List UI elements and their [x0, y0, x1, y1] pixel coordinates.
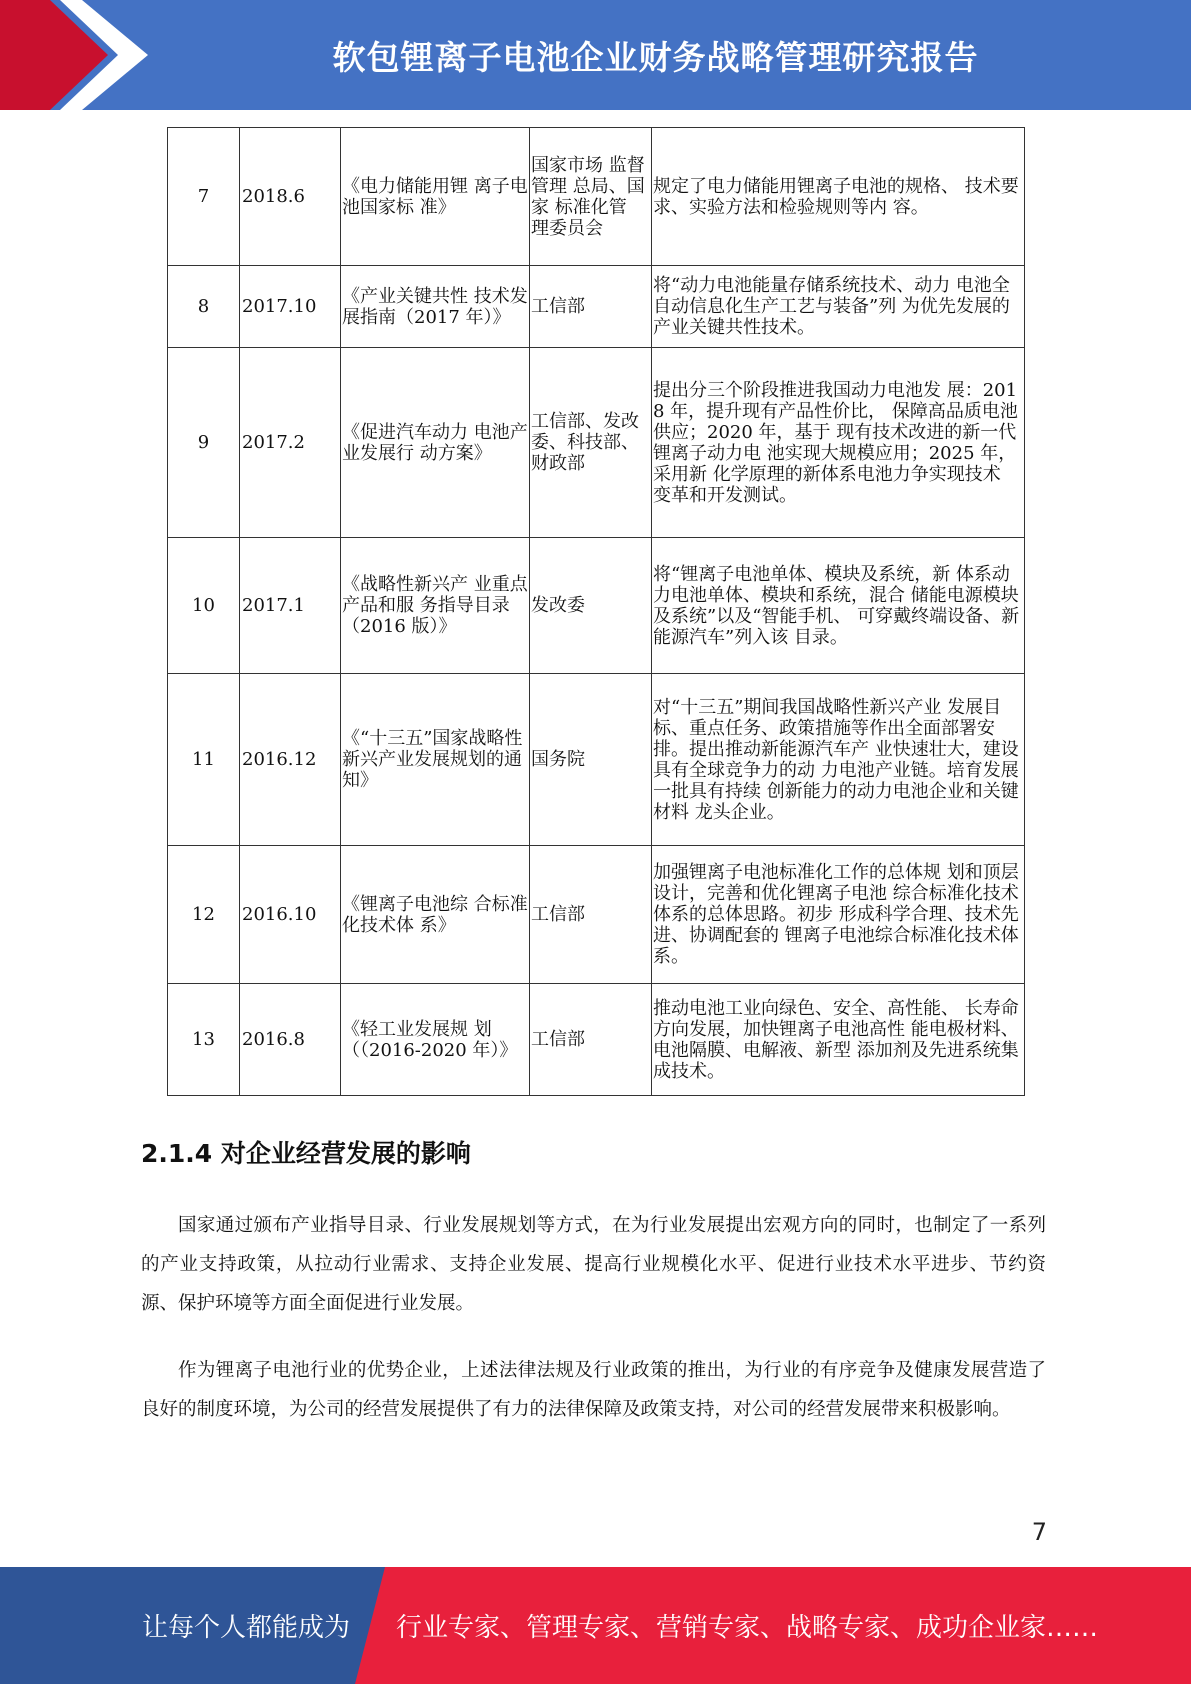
table-row: [168, 984, 1025, 1096]
body-paragraph: 国家通过颁布产业指导目录、行业发展规划等方式，在为行业发展提出宏观方向的同时，也制定了一系列的产业支持政策，从拉动行业需求、支持企业发展、提高行业规模化水平、促进行业技术水平进步、节约资源、保护环境等方面全面促进行业发展。: [141, 1215, 1046, 1314]
table-row: [168, 538, 1025, 674]
row-policy-name: 《电力储能用锂 离子电池国家标 准》: [341, 128, 530, 266]
page-footer: [0, 1567, 1191, 1684]
table-row: [168, 846, 1025, 984]
row-issuer: 工信部: [530, 984, 652, 1096]
policy-table: [167, 127, 1025, 1096]
row-issuer: 国务院: [530, 674, 652, 846]
body-paragraph: 作为锂离子电池行业的优势企业，上述法律法规及行业政策的推出，为行业的有序竞争及健康发展营造了良好的制度环境，为公司的经营发展提供了有力的法律保障及政策支持，对公司的经营发展带来积极影响。: [141, 1360, 1046, 1420]
table-row: [168, 674, 1025, 846]
row-date: 2017.1: [240, 538, 341, 674]
row-date: 2018.6: [240, 128, 341, 266]
table-row: [168, 266, 1025, 348]
row-policy-name: 《产业关键共性 技术发展指南（2017 年）》: [341, 266, 530, 348]
row-issuer: 工信部: [530, 846, 652, 984]
row-content: 将“锂离子电池单体、模块及系统，新 体系动力电池单体、模块和系统，混合 储能电源模块及系统”以及“智能手机、 可穿戴终端设备、新能源汽车”列入该 目录。: [652, 538, 1025, 674]
table-row: [168, 128, 1025, 266]
row-date: 2017.10: [240, 266, 341, 348]
report-title: 软包锂离子电池企业财务战略管理研究报告: [332, 37, 979, 77]
row-content: 推动电池工业向绿色、安全、高性能、 长寿命方向发展，加快锂离子电池高性 能电极材料、电池隔膜、电解液、新型 添加剂及先进系统集成技术。: [652, 984, 1025, 1096]
row-content: 加强锂离子电池标准化工作的总体规 划和顶层设计，完善和优化锂离子电池 综合标准化技术体系的总体思路。初步 形成科学合理、技术先进、协调配套的 锂离子电池综合标准化技术体系。: [652, 846, 1025, 984]
footer-slogan-left: 让每个人都能成为: [142, 1613, 351, 1643]
row-policy-name: 《锂离子电池综 合标准化技术体 系》: [341, 846, 530, 984]
page-header: [0, 0, 1191, 110]
row-content: 规定了电力储能用锂离子电池的规格、 技术要求、实验方法和检验规则等内 容。: [652, 128, 1025, 266]
row-date: 2016.10: [240, 846, 341, 984]
row-number: 12: [168, 846, 240, 984]
row-content: 将“动力电池能量存储系统技术、动力 电池全自动信息化生产工艺与装备”列 为优先发展的产业关键共性技术。: [652, 266, 1025, 348]
section-heading: 2.1.4 对企业经营发展的影响: [141, 1139, 471, 1168]
row-number: 11: [168, 674, 240, 846]
row-date: 2017.2: [240, 348, 341, 538]
row-content: 提出分三个阶段推进我国动力电池发 展：2018 年，提升现有产品性价比， 保障高品质电池供应；2020 年，基于 现有技术改进的新一代锂离子动力电 池实现大规模应用；2025 年，采用新 化学原理的新体系电池力争实现技术 变革和开发测试。: [652, 348, 1025, 538]
row-policy-name: 《促进汽车动力 电池产业发展行 动方案》: [341, 348, 530, 538]
row-issuer: 国家市场 监督管理 总局、国家 标准化管 理委员会: [530, 128, 652, 266]
row-issuer: 工信部: [530, 266, 652, 348]
row-content: 对“十三五”期间我国战略性新兴产业 发展目标、重点任务、政策措施等作出全面部署安排。提出推动新能源汽车产 业快速壮大，建设具有全球竞争力的动 力电池产业链。培育发展一批具有持续 创新能力的动力电池企业和关键材料 龙头企业。: [652, 674, 1025, 846]
row-number: 8: [168, 266, 240, 348]
footer-slogan-right: 行业专家、管理专家、营销专家、战略专家、成功企业家……: [396, 1613, 1099, 1643]
row-number: 10: [168, 538, 240, 674]
row-date: 2016.12: [240, 674, 341, 846]
row-number: 13: [168, 984, 240, 1096]
row-issuer: 发改委: [530, 538, 652, 674]
row-number: 7: [168, 128, 240, 266]
row-policy-name: 《战略性新兴产 业重点产品和服 务指导目录（2016 版）》: [341, 538, 530, 674]
table-row: [168, 348, 1025, 538]
row-date: 2016.8: [240, 984, 341, 1096]
row-issuer: 工信部、发改委、科技部、财政部: [530, 348, 652, 538]
row-policy-name: 《“十三五”国家战略性新兴产业发展规划的通知》: [341, 674, 530, 846]
row-policy-name: 《轻工业发展规 划（（2016-2020 年）》: [341, 984, 530, 1096]
row-number: 9: [168, 348, 240, 538]
page-number: 7: [1031, 1518, 1047, 1546]
